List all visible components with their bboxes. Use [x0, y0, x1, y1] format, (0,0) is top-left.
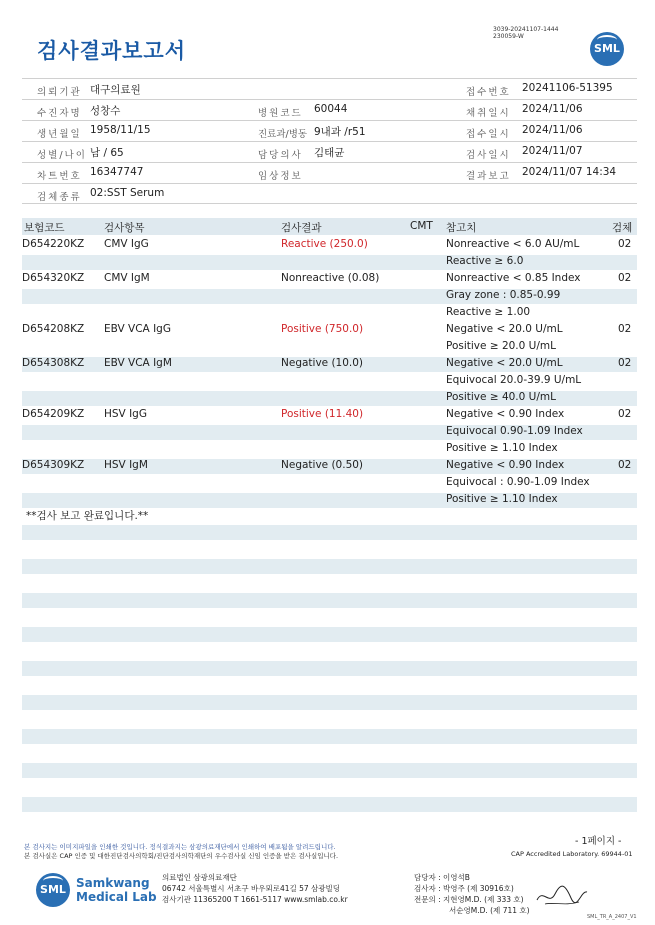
reference-range: Positive ≥ 1.10 Index [446, 442, 558, 454]
test-item: HSV IgG [104, 408, 147, 420]
insurance-code: D654320KZ [22, 272, 85, 284]
logo-text: SML [594, 42, 620, 55]
specimen-code: 02 [618, 272, 632, 284]
reference-range: Negative < 20.0 U/mL [446, 357, 563, 369]
footer-note-cap: 본 검사실은 CAP 인증 및 대한진단검사의학회/진단검사의학재단의 우수검사실 신임 인증을 받은 검사실입니다. [24, 852, 339, 860]
staff-name: 이영석B [443, 873, 470, 882]
row-band [22, 763, 637, 778]
patient-value: 성창수 [90, 105, 121, 117]
page-number: - 1페이지 - [575, 836, 622, 847]
birth-label: 생년월일 [37, 129, 82, 140]
test-result: Negative (0.50) [281, 459, 364, 471]
row-band [22, 559, 637, 574]
reference-range: Negative < 0.90 Index [446, 408, 565, 420]
divider [22, 120, 637, 121]
tester-name: 박영주 (제 30916호) [443, 884, 514, 893]
chart-label: 차트번호 [37, 171, 82, 182]
row-band [22, 627, 637, 642]
reported-label: 결과보고 [466, 171, 511, 182]
page-title: 검사결과보고서 [37, 39, 187, 63]
specimen-code: 02 [618, 408, 632, 420]
brand-line1: Samkwang [76, 876, 150, 890]
test-result: Positive (11.40) [281, 408, 364, 420]
test-result: Negative (10.0) [281, 357, 364, 369]
insurance-code: D654209KZ [22, 408, 85, 420]
receipt-no-label: 접수번호 [466, 87, 511, 98]
dept-value: 9내과 /r51 [314, 126, 366, 138]
divider [22, 162, 637, 163]
collected-value: 2024/11/06 [522, 103, 583, 115]
test-result: Nonreactive (0.08) [281, 272, 380, 284]
received-label: 접수일시 [466, 129, 511, 140]
test-item: CMV IgG [104, 238, 149, 250]
hospital-code-label: 병원코드 [258, 108, 303, 119]
document-id [493, 26, 558, 40]
reference-range: Reactive ≥ 1.00 [446, 306, 531, 318]
col-cmt-header: CMT [410, 220, 433, 232]
requester-label: 의뢰기관 [37, 87, 82, 98]
reference-range: Negative < 20.0 U/mL [446, 323, 563, 335]
document-id-line1: 3039-20241107-1444 [493, 26, 559, 33]
reference-range: Equivocal 0.90-1.09 Index [446, 425, 583, 437]
test-result: Reactive (250.0) [281, 238, 368, 250]
reference-range: Equivocal 20.0-39.9 U/mL [446, 374, 582, 386]
row-band [22, 729, 637, 744]
receipt-no-value: 20241106-51395 [522, 82, 613, 94]
specimen-code: 02 [618, 238, 632, 250]
reference-range: Positive ≥ 1.10 Index [446, 493, 558, 505]
sex-age-label: 성별/나이 [37, 150, 87, 161]
org-contact: 검사기관 11365200 T 1661-5117 www.smlab.co.kr [162, 895, 348, 904]
specialist-label: 전문의 : [414, 895, 441, 904]
specimen-code: 02 [618, 459, 632, 471]
reference-range: Positive ≥ 20.0 U/mL [446, 340, 556, 352]
received-value: 2024/11/06 [522, 124, 583, 136]
collected-label: 채취일시 [466, 108, 511, 119]
divider [22, 141, 637, 142]
insurance-code: D654308KZ [22, 357, 85, 369]
doctor-label: 담당의사 [258, 150, 303, 161]
sex-age-value: 남 / 65 [90, 147, 124, 159]
reference-range: Reactive ≥ 6.0 [446, 255, 524, 267]
org-name: 의료법인 삼광의료재단 [162, 873, 237, 882]
reference-range: Nonreactive < 0.85 Index [446, 272, 581, 284]
test-result: Positive (750.0) [281, 323, 364, 335]
row-band [22, 661, 637, 676]
divider [22, 99, 637, 100]
reference-range: Positive ≥ 40.0 U/mL [446, 391, 556, 403]
row-band [22, 593, 637, 608]
dept-label: 진료과/병동 [258, 129, 308, 140]
col-result-header: 검사결과 [281, 222, 322, 234]
row-band [22, 797, 637, 812]
chart-value: 16347747 [90, 166, 144, 178]
hospital-code-value: 60044 [314, 103, 348, 115]
patient-label: 수진자명 [37, 108, 82, 119]
reference-range: Negative < 0.90 Index [446, 459, 565, 471]
footer-logo-text: SML [40, 883, 66, 896]
clinical-label: 임상정보 [258, 171, 303, 182]
divider [22, 203, 637, 204]
doctor-value: 김태균 [314, 147, 345, 159]
brand-name [76, 876, 157, 904]
birth-value: 1958/11/15 [90, 124, 151, 136]
tested-value: 2024/11/07 [522, 145, 583, 157]
brand-line2: Medical Lab [76, 890, 157, 904]
specialist-name: 지현영M.D. (제 333 호) [443, 895, 524, 904]
org-address: 06742 서울특별시 서초구 바우뫼로41길 57 삼광빌딩 [162, 884, 341, 893]
test-item: EBV VCA IgM [104, 357, 172, 369]
cap-accreditation: CAP Accredited Laboratory. 69944-01 [511, 850, 633, 858]
divider [22, 183, 637, 184]
reference-range: Equivocal : 0.90-1.09 Index [446, 476, 590, 488]
specimen-value: 02:SST Serum [90, 187, 165, 199]
samkwang-logo [36, 873, 70, 907]
reference-range: Gray zone : 0.85-0.99 [446, 289, 561, 301]
insurance-code: D654220KZ [22, 238, 85, 250]
tester-label: 검사자 : [414, 884, 441, 893]
divider [22, 78, 637, 79]
reported-value: 2024/11/07 14:34 [522, 166, 617, 178]
insurance-code: D654208KZ [22, 323, 85, 335]
footer-note-print: 본 검사지는 이미지파일을 인쇄한 것입니다. 정식결과지는 삼광의료재단에서 인쇄하여 배포됨을 알려드립니다. [24, 843, 336, 851]
col-ref-header: 참고치 [446, 222, 477, 234]
document-id-line2: 230059-W [493, 33, 524, 40]
test-item: CMV IgM [104, 272, 150, 284]
report-complete-note: **검사 보고 완료입니다.** [26, 510, 149, 522]
row-band [22, 525, 637, 540]
col-item-header: 검사항목 [104, 222, 145, 234]
specialist-name-2: 서순영M.D. (제 711 호) [449, 906, 530, 915]
col-code-header: 보험코드 [24, 222, 65, 234]
form-number: SML_TR_A_2407_V1 [587, 914, 637, 920]
test-item: EBV VCA IgG [104, 323, 171, 335]
specimen-label: 검체종류 [37, 192, 82, 203]
specimen-code: 02 [618, 323, 632, 335]
col-specimen-header: 검체 [612, 222, 633, 234]
sml-logo [590, 32, 624, 66]
test-item: HSV IgM [104, 459, 148, 471]
specimen-code: 02 [618, 357, 632, 369]
row-band [22, 255, 637, 270]
signature-icon [535, 880, 590, 910]
reference-range: Nonreactive < 6.0 AU/mL [446, 238, 580, 250]
requester-value: 대구의료원 [90, 84, 141, 96]
row-band [22, 695, 637, 710]
tested-label: 검사일시 [466, 150, 511, 161]
insurance-code: D654309KZ [22, 459, 85, 471]
staff-info [414, 872, 530, 916]
results-table-header [22, 218, 637, 235]
organization-info [162, 872, 348, 905]
staff-label: 담당자 : [414, 873, 441, 882]
